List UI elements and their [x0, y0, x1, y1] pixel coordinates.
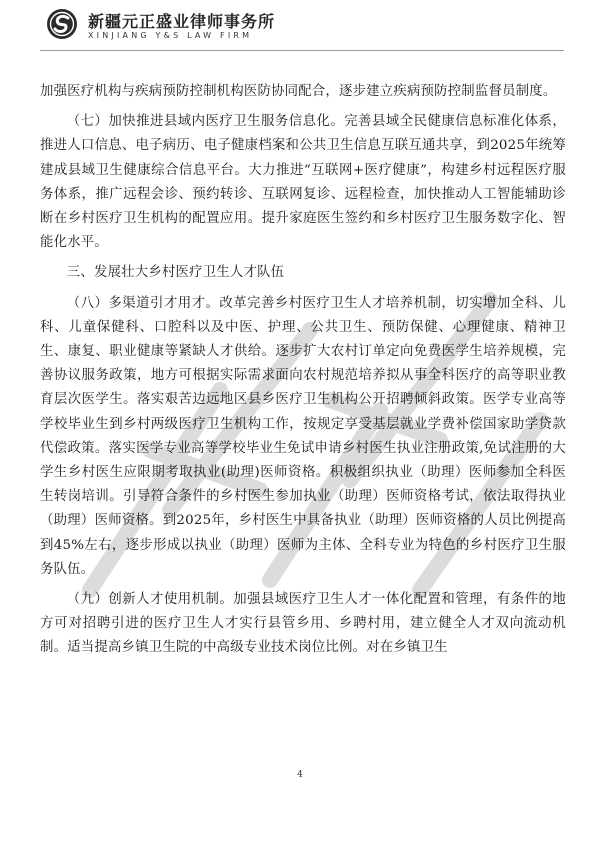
paragraph-section-7: （七）加快推进县域内医疗卫生服务信息化。完善县域全民健康信息标准化体系，推进人口信息、电子病历、电子健康档案和公共卫生信息互联互通共享，到2025年统筹建成县域卫生健康综合信息平台。大力推进“互联网+医疗健康”，构建乡村远程医疗服务体系，推广远程会诊、预约转诊、互联网复诊、远程检查，加快推动人工智能辅助诊断在乡村医疗卫生机构的配置应用。提升家庭医生签约和乡村医疗卫生服务数字化、智能化水平。	[40, 114, 566, 251]
document-body	[40, 80, 566, 661]
page-header	[46, 4, 566, 48]
paragraph-section-9: （九）创新人才使用机制。加强县域医疗卫生人才一体化配置和管理，有条件的地方可对招聘引进的医疗卫生人才实行县管乡用、乡聘村用，建立健全人才双向流动机制。适当提高乡镇卫生院的中高级专业技术岗位比例。对在乡镇卫生	[40, 592, 566, 656]
section-heading-3: 三、发展壮大乡村医疗卫生人才队伍	[66, 265, 285, 281]
page-number: 4	[297, 770, 303, 780]
paragraph-section-8: （八）多渠道引才用才。改革完善乡村医疗卫生人才培养机制，切实增加全科、儿科、儿童保健科、口腔科以及中医、护理、公共卫生、预防保健、心理健康、精神卫生、康复、职业健康等紧缺人才供给。逐步扩大农村订单定向免费医学生培养规模，完善协议服务政策，地方可根据实际需求面向农村规范培养拟从事全科医疗的高等职业教育层次医学生。落实艰苦边远地区县乡医疗卫生机构公开招聘倾斜政策。医学专业高等学校毕业生到乡村两级医疗卫生机构工作，按规定享受基层就业学费补偿国家助学贷款代偿政策。落实医学专业高等学校毕业生免试申请乡村医生执业注册政策,免试注册的大学生乡村医生应限期考取执业(助理)医师资格。积极组织执业（助理）医师参加全科医生转岗培训。引导符合条件的乡村医生参加执业（助理）医师资格考试，依法取得执业（助理）医师资格。到2025年，乡村医生中具备执业（助理）医师资格的人员比例提高到45%左右，逐步形成以执业（助理）医师为主体、全科专业为特色的乡村医疗卫生服务队伍。	[40, 295, 566, 577]
header-divider	[40, 50, 564, 51]
firm-name-cn: 新疆元正盛业律师事务所	[88, 12, 276, 31]
firm-name-en: XINJIANG Y&S LAW FIRM	[88, 31, 253, 40]
firm-logo-icon	[46, 8, 78, 40]
paragraph-continuation: 加强医疗机构与疾病预防控制机构医防协同配合，逐步建立疾病预防控制监督员制度。	[40, 84, 557, 99]
